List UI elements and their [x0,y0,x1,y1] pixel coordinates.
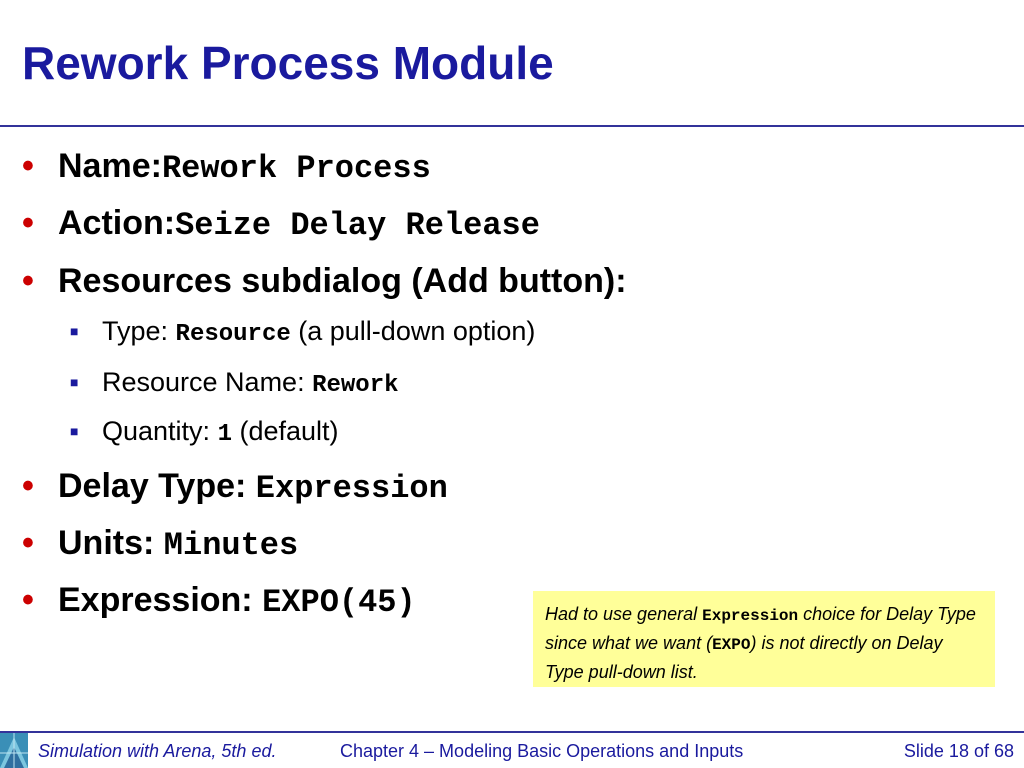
sub-bullet-suffix: (a pull-down option) [290,316,536,346]
sub-bullet-value: Resource [175,321,291,348]
bullet-name [22,146,431,189]
bullet-dot-icon: • [22,262,34,300]
sub-bullet-label: Resource Name: [102,367,313,397]
bullet-units [22,523,298,566]
sub-bullet-value: Rework [312,372,399,399]
bullet-value: Seize Delay Release [175,207,540,244]
sub-bullet-quantity [70,414,339,452]
sub-bullet-label: Quantity: [102,416,218,446]
bullet-value: Rework Process [161,150,431,187]
sub-bullet-label: Type: [102,316,176,346]
bullet-label: Delay Type: [58,467,256,505]
bullet-dot-icon: • [22,147,34,185]
slide-title: Rework Process Module [22,37,554,89]
bullet-value: Minutes [163,527,299,564]
bullet-label: Expression: [58,581,263,619]
bullet-value: Expression [255,470,448,507]
sub-bullet-value: 1 [217,421,232,448]
sub-bullet-suffix: (default) [231,416,339,446]
bullet-dot-icon: • [22,467,34,505]
footer-chapter: Chapter 4 – Modeling Basic Operations and Inputs [340,741,744,761]
bullet-value: EXPO(45) [262,584,416,621]
square-bullet-icon: ■ [70,323,79,339]
footer-book-title: Simulation with Arena, 5th ed. [38,741,277,761]
bullet-dot-icon: • [22,581,34,619]
title-divider [0,125,1024,127]
square-bullet-icon: ■ [70,423,79,439]
footer-slide-number: Slide 18 of 68 [903,741,1014,761]
bullet-expression [22,580,416,623]
bullet-delay-type [22,466,448,509]
bullet-label: Units: [58,524,164,562]
bullet-label: Name: [58,147,162,185]
note-text: choice for Delay Type since what we want ( [545,604,976,653]
bullet-dot-icon: • [22,524,34,562]
note-text: ) is not directly on Delay Type pull-down list. [545,633,943,682]
square-bullet-icon: ■ [70,374,79,390]
footer-divider [0,731,1024,733]
bullet-label: Action: [58,204,176,242]
bullet-action [22,203,540,246]
note-callout [533,591,995,687]
note-code: Expression [702,607,799,625]
note-code: EXPO [712,636,751,654]
bullet-resources [22,261,627,301]
slide-footer [0,738,1024,764]
bullet-label: Resources subdialog (Add button): [58,262,627,300]
sub-bullet-type [70,314,535,352]
note-text: Had to use general [545,604,703,624]
bullet-dot-icon: • [22,204,34,242]
sub-bullet-resource-name [70,365,399,403]
